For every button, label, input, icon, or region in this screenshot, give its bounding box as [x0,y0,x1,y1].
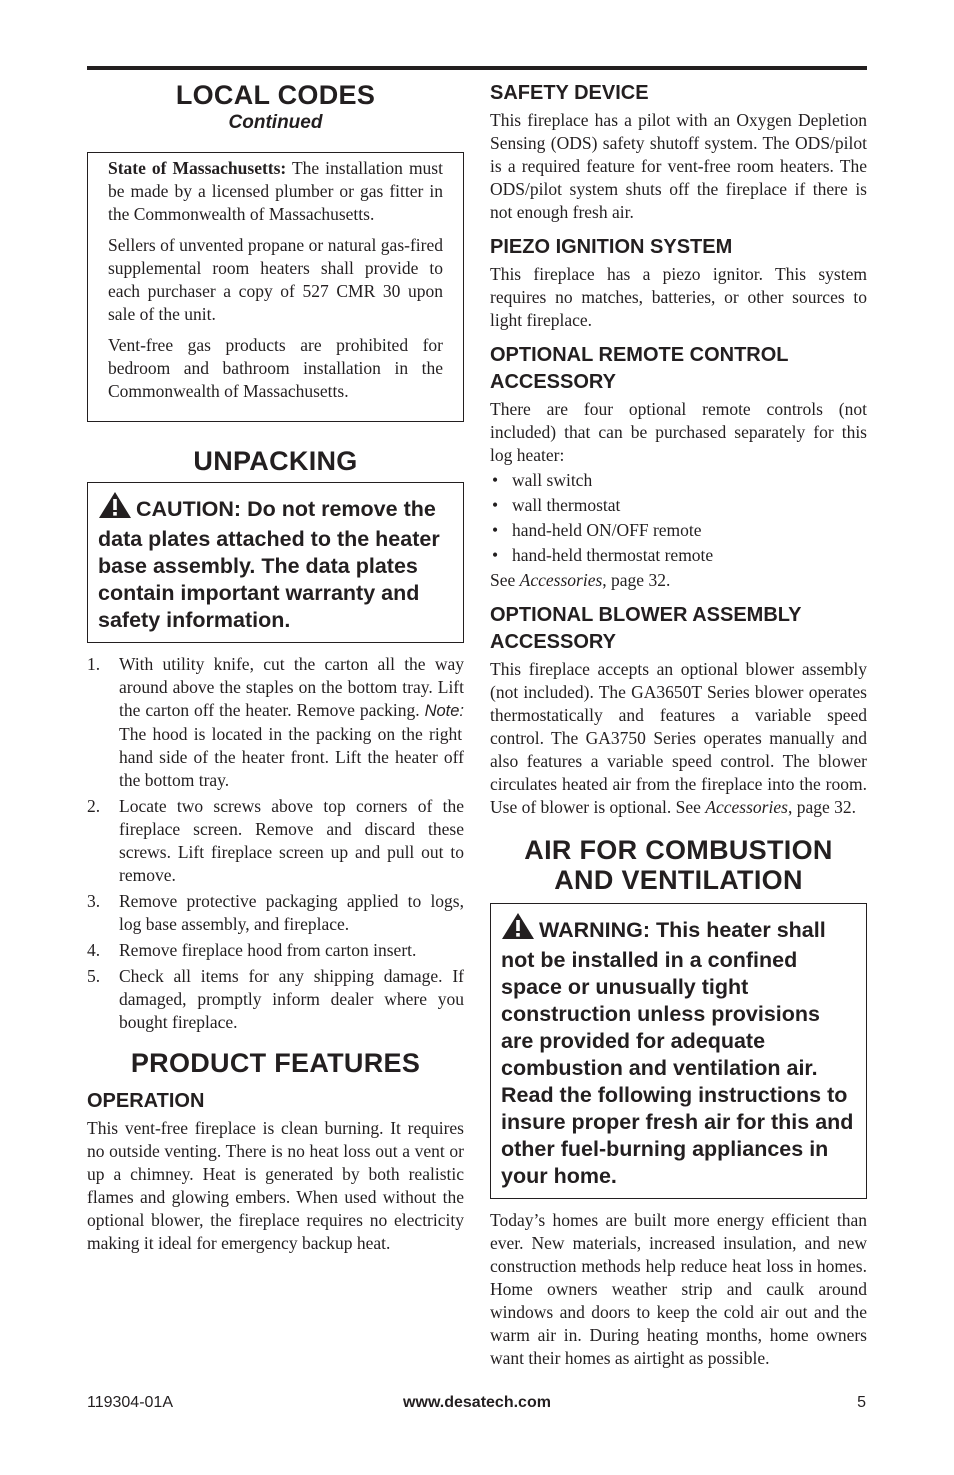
warning-triangle-icon [98,491,132,526]
list-item: 4. Remove fireplace hood from carton insert. [87,940,417,960]
air-title-line1: AIR FOR COMBUSTION [524,835,833,865]
massachusetts-text: The installation must be made by a licensed plumber or gas fitter in the Commonwealth of Massachusetts. [108,158,443,224]
warning-box [490,903,867,1199]
remote-intro: There are four optional remote controls (not included) that can be purchased separately for this log heater: [490,399,867,465]
massachusetts-label: State of Massachusetts: [108,158,287,178]
warning-text: WARNING: This heater shall not be installed in a confined space or unusually tight construction unless provisions are provided for adequate combustion and ventilation air. Read the following instructions to insure proper fresh air for this and other fuel-burning appliances in your home. [501,918,854,1188]
local-codes-title: LOCAL CODES [175,80,376,110]
remote-heading: OPTIONAL REMOTE CONTROL ACCESSORY [490,344,789,393]
list-item: 2. Locate two screws above top corners of the fireplace screen. Remove and discard these screws. Lift fireplace screen up and pull out to remove. [87,796,464,885]
product-features-title: PRODUCT FEATURES [130,1048,421,1078]
caution-box [87,482,464,643]
unpacking-steps [87,653,464,1034]
list-item: • hand-held ON/OFF remote [492,520,702,540]
list-item: • wall switch [492,470,593,490]
remote-list [490,469,867,567]
local-codes-subtitle: Continued [228,112,323,133]
sellers-paragraph: Sellers of unvented propane or natural gas-fired supplemental room heaters shall provide to each purchaser a copy of 527 CMR 30 upon sale of the unit. [108,235,443,324]
remote-see-accessories: See Accessories, page 32. [490,570,671,590]
top-rule [87,66,867,70]
left-column [87,80,464,1255]
safety-device-heading: SAFETY DEVICE [490,82,649,104]
blower-heading: OPTIONAL BLOWER ASSEMBLY ACCESSORY [490,604,802,653]
list-item: • wall thermostat [492,495,621,515]
operation-text: This vent-free fireplace is clean burning. It requires no outside venting. There is no heat loss out a vent or up a chimney. Heat is generated by both realistic flames and glowing embers. When used without the optional blower, the fireplace requires no electricity making it ideal for emergency backup heat. [87,1118,464,1253]
safety-device-text: This fireplace has a pilot with an Oxygen Depletion Sensing (ODS) safety shutoff system. The ODS/pilot is a required feature for vent-free room heaters. The ODS/pilot system shuts off the fireplace if there is not enough fresh air. [490,110,867,222]
piezo-heading: PIEZO IGNITION SYSTEM [490,236,733,258]
air-title-line2: AND VENTILATION [554,865,803,895]
doc-number: 119304-01A [87,1394,173,1411]
list-item: 3. Remove protective packaging applied to logs, log base assembly, and fireplace. [87,891,464,934]
list-item: 1. With utility knife, cut the carton all the way around above the staples on the bottom tray. Lift the carton off the heater. Remove packing. Note: The hood is located in the packing on the right hand side of the heater front. Lift the heater off the bottom tray. [87,654,464,790]
operation-heading: OPERATION [87,1090,205,1112]
list-item: 5. Check all items for any shipping damage. If damaged, promptly inform dealer where you bought fireplace. [87,966,464,1032]
caution-text: CAUTION: Do not remove the data plates attached to the heater base assembly. The data plates contain important warranty and safety information. [98,497,440,632]
list-item: • hand-held thermostat remote [492,545,714,565]
warning-triangle-icon [501,912,535,947]
prohibited-paragraph: Vent-free gas products are prohibited for bedroom and bathroom installation in the Commonwealth of Massachusetts. [108,335,443,401]
page-number: 5 [857,1394,866,1411]
right-column [490,80,867,1370]
piezo-text: This fireplace has a piezo ignitor. This system requires no matches, batteries, or other sources to light fireplace. [490,264,867,330]
massachusetts-box [87,152,464,422]
blower-text: This fireplace accepts an optional blower assembly (not included). The GA3650T Series blower operates thermostatically and features a variable speed control. The GA3750 Series operates manually and also features a variable speed control. The blower circulates heated air from the fireplace into the room. Use of blower is optional. See Accessories, page 32. [490,659,867,817]
website-link[interactable]: www.desatech.com [403,1394,551,1411]
air-text: Today’s homes are built more energy efficient than ever. New materials, increased insulation, and new construction methods help reduce heat loss in homes. Home owners weather strip and caulk around windows and doors to keep the cold air out and the warm air in. During heating months, home owners want their homes as airtight as possible. [490,1210,867,1368]
unpacking-title: UNPACKING [193,446,358,476]
